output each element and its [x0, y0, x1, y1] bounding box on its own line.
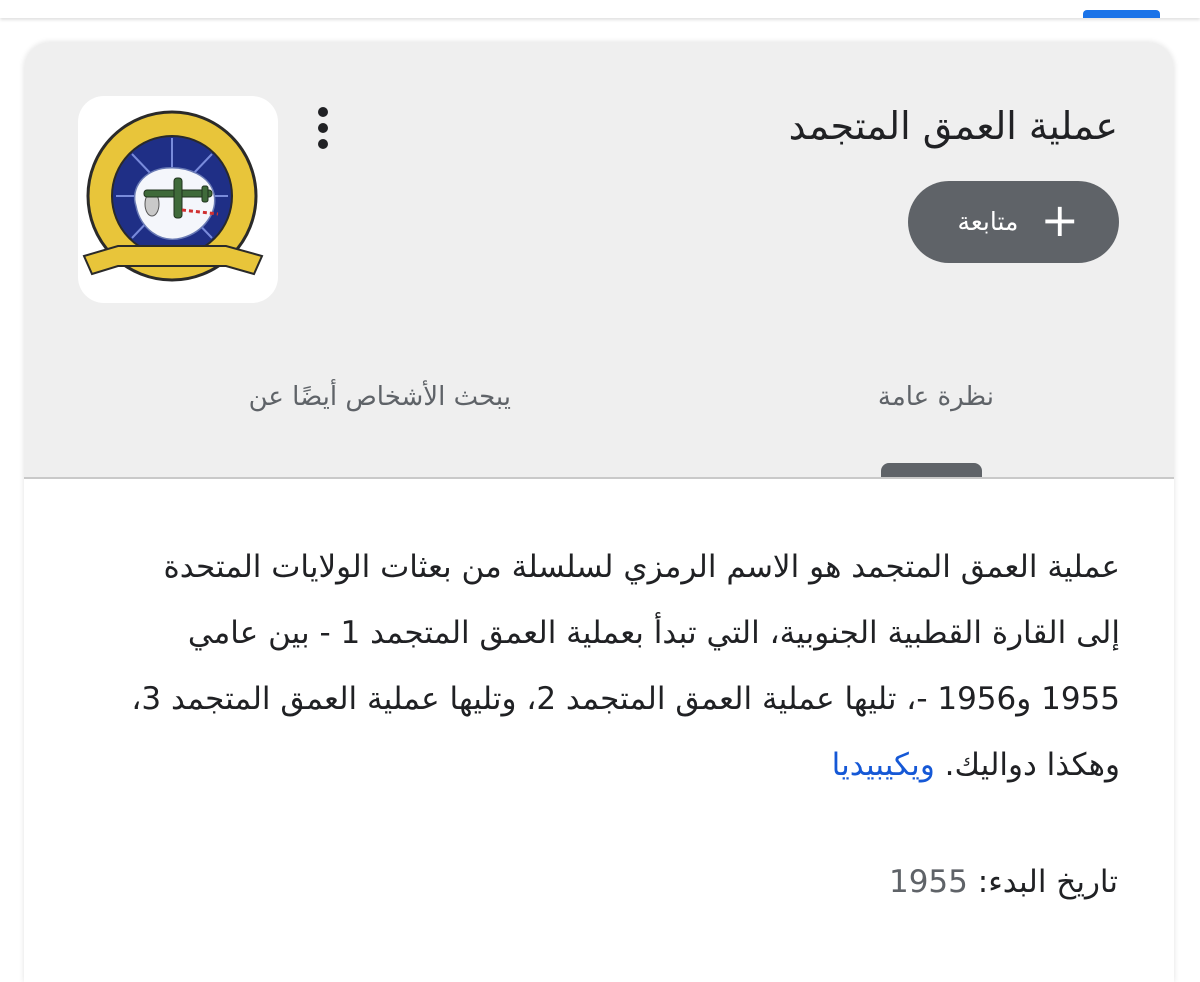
wikipedia-link[interactable]: ويكيبيديا: [831, 747, 935, 783]
plus-icon: +: [1040, 193, 1079, 247]
start-date-fact: [889, 864, 1118, 900]
description-text: عملية العمق المتجمد هو الاسم الرمزي لسلسلة من بعثات الولايات المتحدة إلى القارة القطبية الجنوبية، التي تبدأ بعملية العمق المتجمد 1 - بين عامي 1955 و1956 -، تليها عملية العمق المتجمد 2، وتليها عملية العمق المتجمد 3، وهكذا دواليك.: [131, 549, 1120, 783]
more-vert-icon[interactable]: [308, 104, 338, 152]
top-app-bar: [0, 0, 1200, 18]
knowledge-panel-card: [24, 42, 1174, 982]
follow-button[interactable]: [908, 181, 1119, 263]
operation-deep-freeze-emblem-icon: [78, 96, 278, 303]
entity-title: عملية العمق المتجمد: [788, 104, 1118, 148]
start-date-value: 1955: [888, 864, 968, 900]
tab-overview[interactable]: نظرة عامة: [877, 382, 994, 412]
selected-tab-indicator: [881, 463, 982, 477]
fact-separator: :: [967, 864, 989, 900]
start-date-label: تاريخ البدء: [988, 864, 1118, 900]
entity-description: [110, 534, 1120, 798]
knowledge-panel-header: [24, 42, 1174, 479]
entity-logo[interactable]: [78, 96, 278, 303]
tab-people-also-search[interactable]: يبحث الأشخاص أيضًا عن: [248, 382, 511, 412]
follow-button-label: متابعة: [957, 208, 1019, 236]
active-tab-accent: [1083, 10, 1160, 18]
